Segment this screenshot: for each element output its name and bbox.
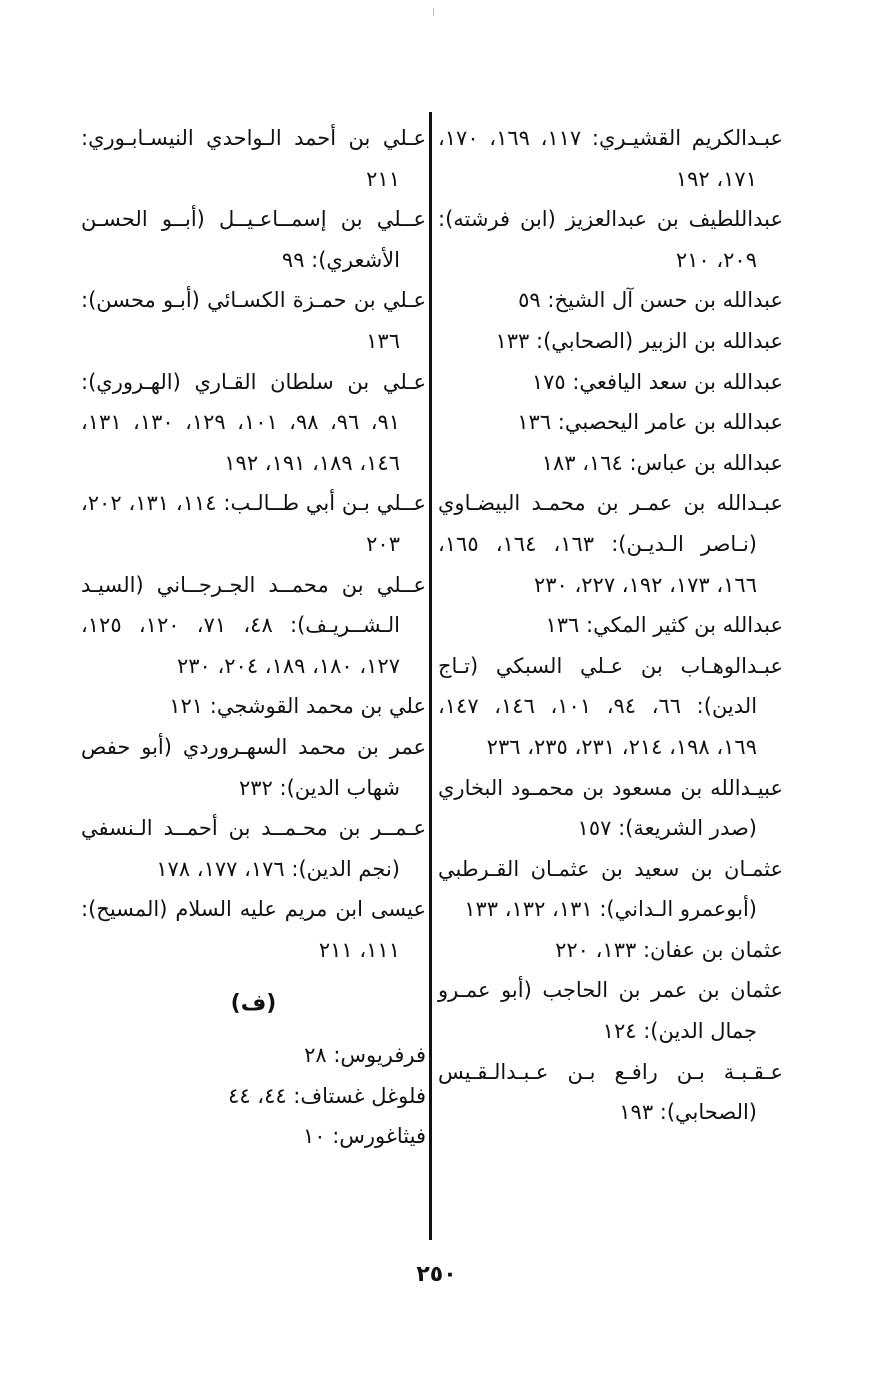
- index-entry: فرفريوس: ٢٨: [304, 1043, 426, 1068]
- index-entry: عبدالله بن سعد اليافعي: ١٧٥: [531, 369, 783, 394]
- index-entry: عـمــر بن محـمــد بن أحمــد الـنسفي (نجم الدين): ١٧٦، ١٧٧، ١٧٨: [81, 816, 426, 881]
- index-entry: عمر بن محمد السهـروردي (أبو حفص شهاب الدين): ٢٣٢: [81, 734, 426, 800]
- index-entry: عـقـبـة بـن رافـع بـن عـبـدالـقـيس (الصحابي): ١٩٣: [438, 1059, 783, 1125]
- index-entry: عــلي بـن أبي طــالـب: ١١٤، ١٣١، ٢٠٢، ٢٠٣: [81, 491, 427, 556]
- page-number: ٢٥٠: [416, 1262, 457, 1287]
- index-entry: عبدالله بن عباس: ١٦٤، ١٨٣: [541, 450, 783, 475]
- index-entry: عبدالله بن كثير المكي: ١٣٦: [545, 613, 783, 638]
- index-entry: عثمان بن عمر بن الحاجب (أبو عمـرو جمال الدين): ١٢٤: [438, 978, 783, 1044]
- index-entry: عــلي بن إسمــاعـيــل (أبــو الحسـن الأشعري): ٩٩: [81, 207, 426, 272]
- index-entry: عبـدالكريم القشيـري: ١١٧، ١٦٩، ١٧٠، ١٧١، ١٩٢: [438, 126, 784, 191]
- section-heading: (ف): [230, 991, 277, 1017]
- index-entry: عثمان بن عفان: ١٣٣، ٢٢٠: [555, 937, 783, 962]
- index-entry: عــلي بن محمــد الجـرجــاني (السيـد الـشــريـف): ٤٨، ٧١، ١٢٠، ١٢٥، ١٢٧، ١٨٠، ١٨٩، ٢٠٤، ٢٣٠: [81, 572, 426, 678]
- column-divider: [429, 112, 432, 1240]
- index-entry: عيسى ابن مريم عليه السلام (المسيح): ١١١، ٢١١: [81, 897, 426, 962]
- top-mark: [433, 8, 434, 16]
- index-entry: عبـدالوهـاب بن عـلي السبكي (تـاج الدين): ٦٦، ٩٤، ١٠١، ١٤٦، ١٤٧، ١٦٩، ١٩٨، ٢١٤، ٢٣١، ٢٣٥، ٢٣٦: [438, 653, 783, 759]
- index-entry: فيثاغورس: ١٠: [302, 1124, 426, 1149]
- index-entry: عثمـان بن سعيد بن عثمـان القـرطبي (أبوعمرو الـداني): ١٣١، ١٣٢، ١٣٣: [438, 856, 783, 922]
- index-entry: عبدالله بن حسن آل الشيخ: ٥٩: [518, 288, 783, 313]
- index-entry: عبداللطيف بن عبدالعزيز (ابن فرشته): ٢٠٩، ٢١٠: [438, 207, 783, 272]
- index-entry: عـلي بن أحمد الـواحدي النيسـابـوري: ٢١١: [81, 126, 426, 191]
- index-entry: عبدالله بن الزبير (الصحابي): ١٣٣: [495, 328, 783, 353]
- index-entry: عبدالله بن عامر اليحصبي: ١٣٦: [517, 410, 783, 435]
- index-entry: عبيـدالله بن مسعود بن محمـود البخاري (صدر الشريعة): ١٥٧: [438, 775, 783, 841]
- index-column-left: [81, 118, 426, 1157]
- index-entry: عـلي بن سلطان القـاري (الهـروري): ٩١، ٩٦، ٩٨، ١٠١، ١٢٩، ١٣٠، ١٣١، ١٤٦، ١٨٩، ١٩١، ١٩٢: [81, 369, 426, 475]
- index-column-right: [438, 118, 783, 1133]
- index-entry: فلوغل غستاف: ٤٤، ٤٤: [228, 1083, 426, 1108]
- index-entry: علي بن محمد القوشجي: ١٢١: [169, 694, 426, 719]
- index-entry: عـلي بن حمـزة الكسـائي (أبـو محسن): ١٣٦: [81, 288, 426, 353]
- index-entry: عبـدالله بن عمـر بن محمـد البيضـاوي (نـاصر الـديـن): ١٦٣، ١٦٤، ١٦٥، ١٦٦، ١٧٣، ١٩٢، ٢٢٧، ٢٣٠: [438, 491, 783, 597]
